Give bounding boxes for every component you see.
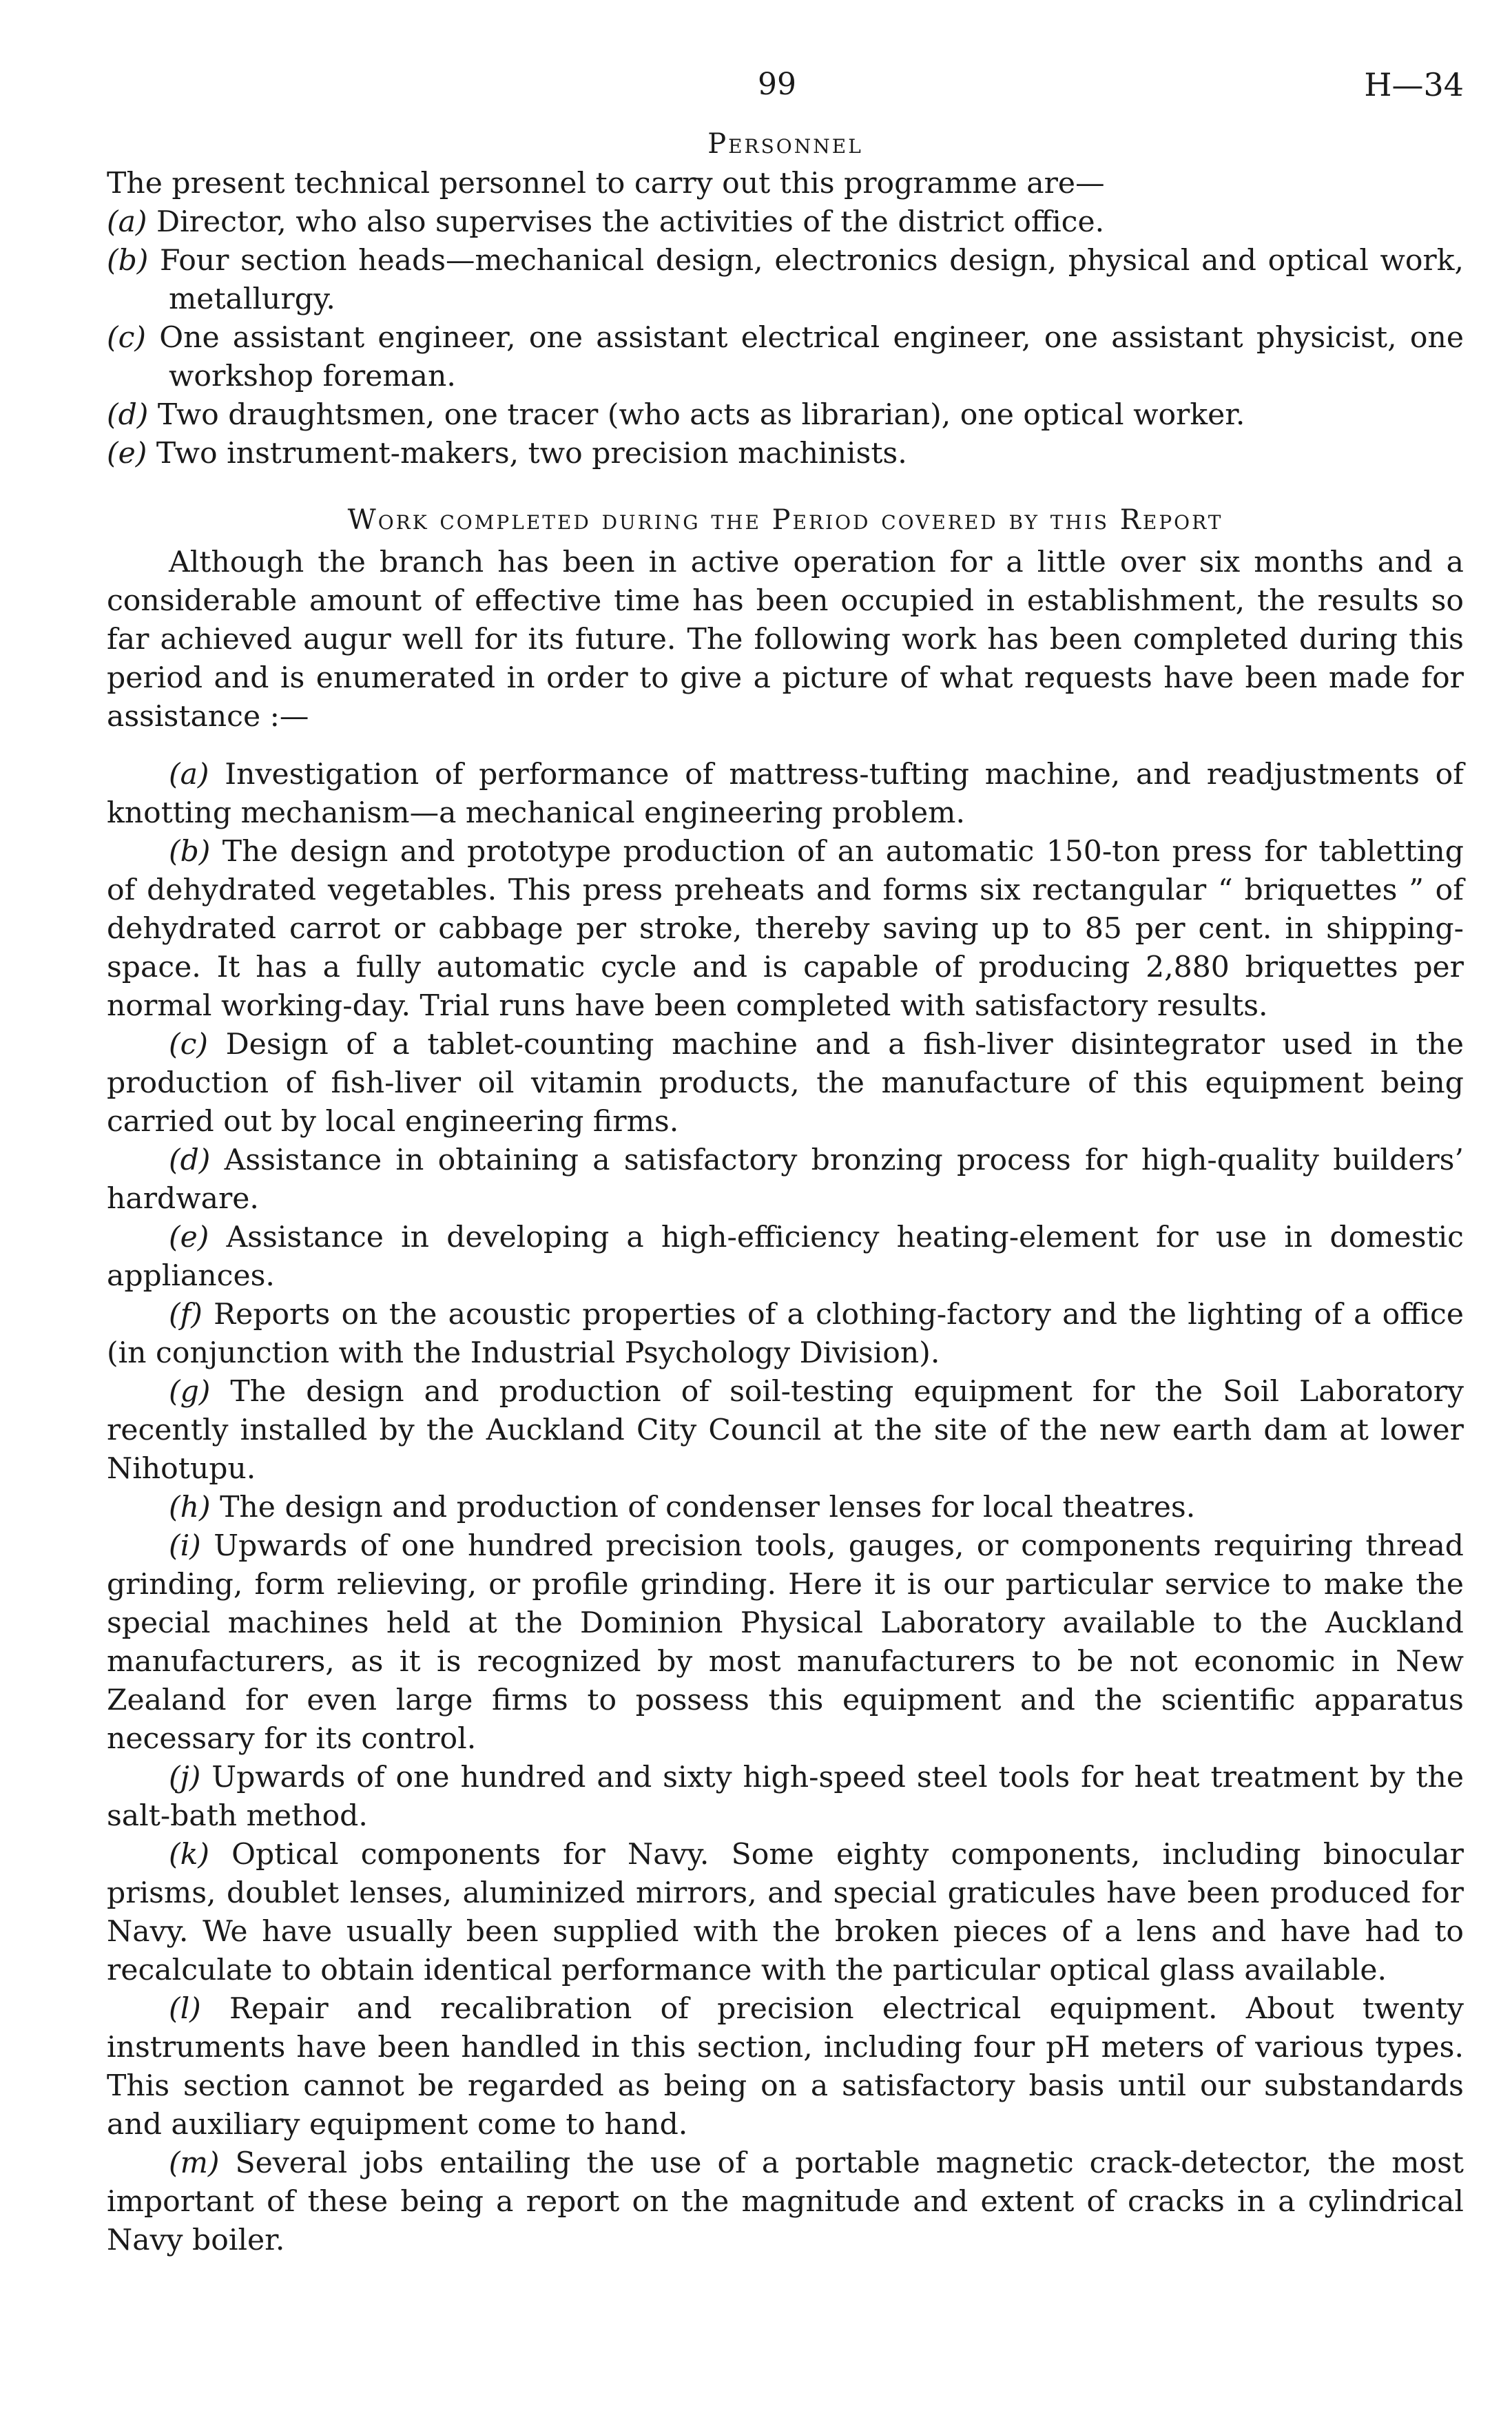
list-item-label: (e) (107, 437, 147, 470)
list-item (107, 1489, 1464, 1527)
list-item-text: Two instrument-makers, two precision machinists. (156, 437, 907, 470)
list-item-text: The design and prototype production of an automatic 150-ton press for tabletting of dehydrated vegetables. This press preheats and forms six rectangular “ briquettes ” of dehydrated carrot or cabbage per stroke, thereby saving up to 85 per cent. in shipping-space. It has a fully automatic cycle and is capable of producing 2,880 briquettes per normal working-day. Trial runs have been completed with satisfactory results. (107, 835, 1464, 1023)
list-item-label: (l) (169, 1992, 201, 2026)
page-number: 99 (758, 67, 796, 102)
work-list (107, 756, 1464, 2260)
list-item-text: Director, who also supervises the activities of the district office. (156, 205, 1105, 239)
personnel-list (107, 203, 1464, 473)
list-item-label: (a) (169, 758, 209, 791)
work-heading: Work completed during the Period covered by this Report (347, 504, 1223, 536)
list-item-text: Upwards of one hundred precision tools, gauges, or components requiring thread grinding, form relieving, or profile grinding. Here it is our particular service to make the special machines held at the Dominion Physical Laboratory available to the Auckland manufacturers, as it is recognized by most manufacturers to be not economic in New Zealand for even large firms to possess this equipment and the scientific apparatus necessary for its control. (107, 1529, 1464, 1756)
list-item-text: Repair and recalibration of precision electrical equipment. About twenty instruments have been handled in this section, including four pH meters of various types. This section cannot be regarded as being on a satisfactory basis until our substandards and auxiliary equipment come to hand. (107, 1992, 1464, 2142)
list-item-text: Two draughtsmen, one tracer (who acts as librarian), one optical worker. (157, 398, 1245, 432)
list-item (107, 1759, 1464, 1836)
list-item-text: Design of a tablet-counting machine and a fish-liver disintegrator used in the production of fish-liver oil vitamin products, the manufacture of this equipment being carried out by local engineering firms. (107, 1028, 1464, 1139)
list-item-label: (f) (169, 1298, 203, 1332)
list-item (107, 833, 1464, 1026)
list-item-text: Upwards of one hundred and sixty high-speed steel tools for heat treatment by the salt-bath method. (107, 1761, 1464, 1833)
list-item (107, 1373, 1464, 1489)
list-item-text: Assistance in developing a high-efficiency heating-element for use in domestic appliances. (107, 1221, 1464, 1293)
document-reference: H—34 (1364, 66, 1464, 103)
list-item-label: (m) (169, 2146, 220, 2180)
list-item (107, 203, 1464, 242)
list-item (107, 1219, 1464, 1296)
list-item-text: Four section heads—mechanical design, electronics design, physical and optical work, metallurgy. (160, 244, 1464, 316)
list-item (107, 756, 1464, 833)
list-item-label: (i) (169, 1529, 201, 1563)
list-item-label: (c) (107, 321, 146, 355)
list-item-text: Several jobs entailing the use of a portable magnetic crack-detector, the most important of these being a report on the magnitude and extent of cracks in a cylindrical Navy boiler. (107, 2146, 1464, 2257)
document-page (107, 65, 1464, 2260)
work-intro: Although the branch has been in active operation for a little over six months and a considerable amount of effective time has been occupied in establishment, the results so far achieved augur well for its future. The following work has been completed during this period and is enumerated in order to give a picture of what requests have been made for assistance :— (107, 546, 1464, 734)
list-item-label: (j) (169, 1761, 201, 1794)
list-item-label: (d) (169, 1143, 211, 1177)
list-item-label: (a) (107, 205, 147, 239)
list-item-text: The design and production of soil-testing equipment for the Soil Laboratory recently installed by the Auckland City Council at the site of the new earth dam at lower Nihotupu. (107, 1375, 1464, 1486)
personnel-intro: The present technical personnel to carry out this programme are— (107, 167, 1105, 200)
list-item (107, 319, 1464, 396)
list-item-label: (c) (169, 1028, 208, 1061)
list-item-label: (k) (169, 1838, 209, 1872)
list-item (107, 1026, 1464, 1141)
list-item-text: One assistant engineer, one assistant electrical engineer, one assistant physicist, one workshop foreman. (159, 321, 1464, 393)
list-item (107, 1527, 1464, 1759)
page-header (107, 65, 1464, 121)
list-item-label: (b) (107, 244, 149, 278)
list-item (107, 1141, 1464, 1219)
list-item (107, 1296, 1464, 1373)
list-item-text: Optical components for Navy. Some eighty components, including binocular prisms, doublet lenses, aluminized mirrors, and special graticules have been produced for Navy. We have usually been supplied with the broken pieces of a lens and have had to recalculate to obtain identical performance with the particular optical glass available. (107, 1838, 1464, 1987)
list-item-text: Investigation of performance of mattress-tufting machine, and readjustments of knotting mechanism—a mechanical engineering problem. (107, 758, 1464, 830)
list-item-text: Reports on the acoustic properties of a clothing-factory and the lighting of a office (in conjunction with the Industrial Psychology Division). (107, 1298, 1464, 1370)
list-item-label: (b) (169, 835, 211, 869)
personnel-heading: Personnel (707, 128, 863, 160)
list-item-label: (e) (169, 1221, 209, 1254)
list-item-label: (h) (169, 1491, 211, 1524)
list-item-label: (g) (169, 1375, 211, 1409)
list-item-text: Assistance in obtaining a satisfactory bronzing process for high-quality builders’ hardware. (107, 1143, 1464, 1216)
list-item (107, 2144, 1464, 2260)
list-item-label: (d) (107, 398, 149, 432)
list-item (107, 396, 1464, 435)
list-item (107, 1990, 1464, 2144)
list-item-text: The design and production of condenser lenses for local theatres. (220, 1491, 1196, 1524)
list-item (107, 242, 1464, 319)
list-item (107, 435, 1464, 473)
list-item (107, 1836, 1464, 1990)
